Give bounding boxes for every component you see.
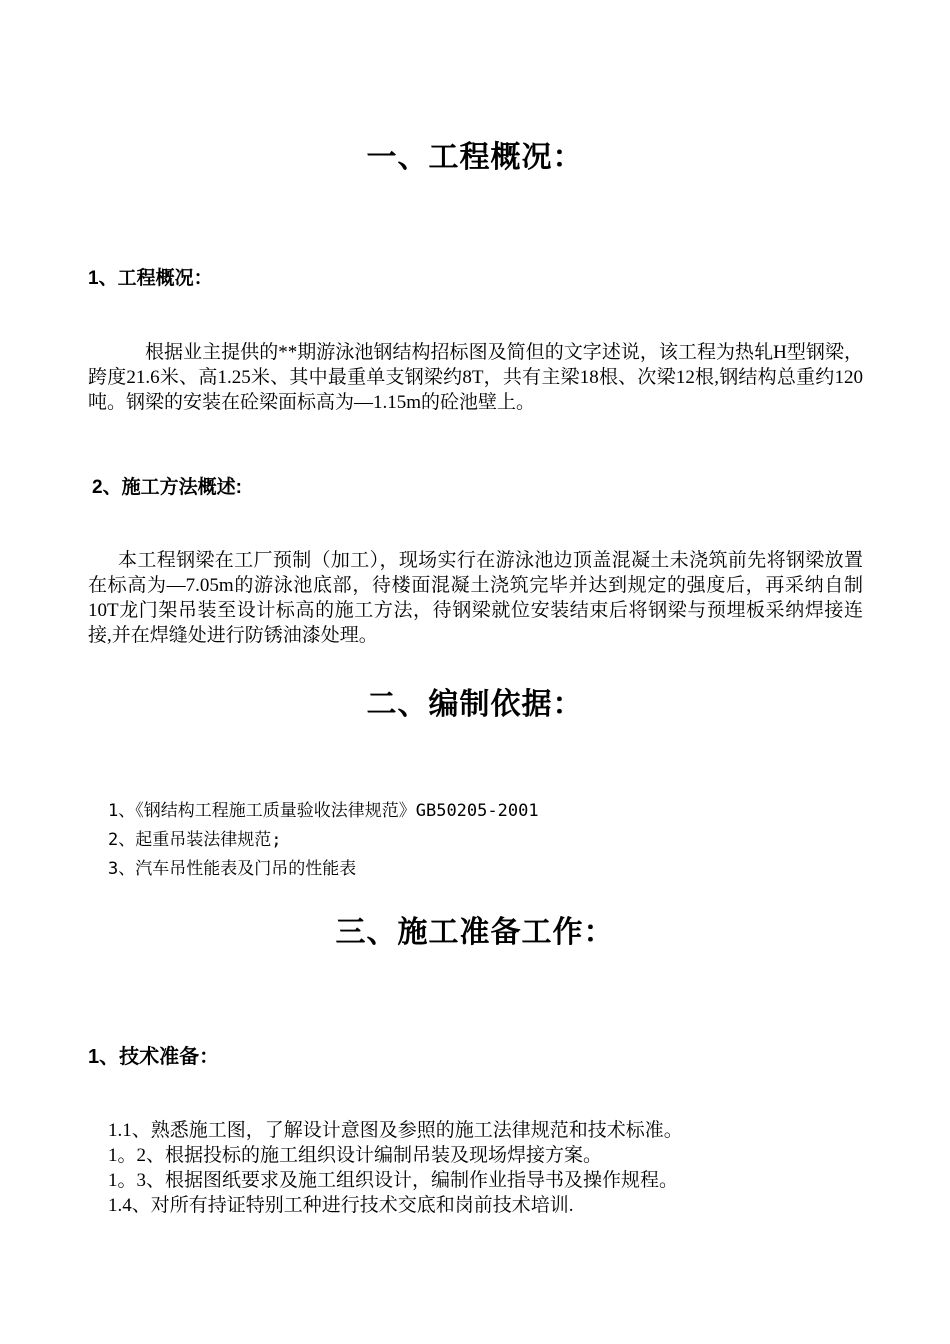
list-item: 1、《钢结构工程施工质量验收法律规范》GB50205-2001 <box>108 801 539 821</box>
list-item: 1.4、对所有持证特别工种进行技术交底和岗前技术培训. <box>108 1195 574 1216</box>
paragraph-project-overview: 根据业主提供的**期游泳池钢结构招标图及简但的文字述说，该工程为热轧H型钢梁，跨度21.6米、高1.25米、其中最重单支钢梁约8T，共有主梁18根、次梁12根,钢结构总重约120吨。钢梁的安装在砼梁面标高为—1.15m的砼池壁上。 <box>88 342 863 413</box>
section-heading-preparation: 三、施工准备工作： <box>335 915 615 950</box>
list-item: 1。2、根据投标的施工组织设计编制吊装及现场焊接方案。 <box>108 1145 603 1166</box>
subheading-construction-method: 2、施工方法概述: <box>92 477 242 498</box>
list-item: 1.1、熟悉施工图，了解设计意图及参照的施工法律规范和技术标准。 <box>108 1120 683 1141</box>
subheading-technical-preparation: 1、技术准备： <box>88 1046 220 1068</box>
section-heading-overview: 一、工程概况： <box>366 140 584 175</box>
section-heading-basis: 二、编制依据： <box>366 687 584 722</box>
list-item: 1。3、根据图纸要求及施工组织设计，编制作业指导书及操作规程。 <box>108 1170 679 1191</box>
list-item: 2、起重吊装法律规范; <box>108 830 282 850</box>
basis-list <box>108 797 539 884</box>
paragraph-construction-method: 本工程钢梁在工厂预制（加工），现场实行在游泳池边顶盖混凝土未浇筑前先将钢梁放置在标高为—7.05m的游泳池底部，待楼面混凝土浇筑完毕并达到规定的强度后，再采纳自制10T龙门架吊装至设计标高的施工方法，待钢梁就位安装结束后将钢梁与预埋板采纳焊接连接,并在焊缝处进行防锈油漆处理。 <box>88 550 863 646</box>
list-item: 3、汽车吊性能表及门吊的性能表 <box>108 859 357 879</box>
technical-preparation-list <box>108 1118 683 1218</box>
subheading-project-overview: 1、工程概况： <box>88 268 213 289</box>
